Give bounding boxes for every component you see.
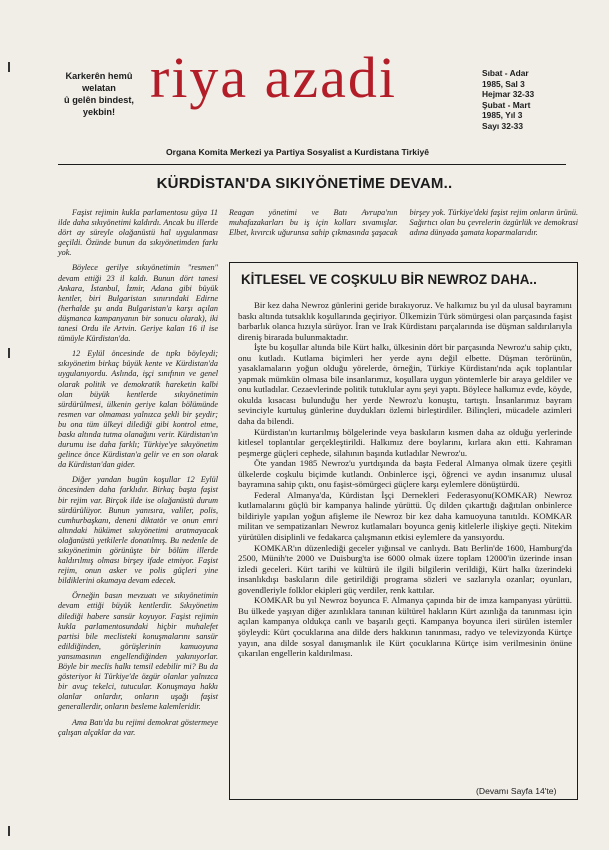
article-paragraph: 12 Eylül öncesinde de tıpkı böyleydi; sıkıyönetim birkaç büyük kente ve Kürdistan'da uygulanıyordu. Aslında, işçi sınıfının ve genel olarak politik ve demokratik hareketin kalbi olan büyük kentlerde sıkıyönetimin sürdürülmesi, ülkenin geriye kalan bölümünde resmen var olmaması yalnızca şekli bir şeydir; bu ona tüm ülkeyi dilediği gibi kontrol etme, baskı altında tutma olanağını verir. Kürdistan'ın durumu ise daha farklı; Türkiye'ye sıkıyönetim gelince önce Kürdistan'a gelir ve en son olarak da Kürdistan'dan gider.: [58, 349, 218, 470]
article-paragraph: Örneğin basın mevzuatı ve sıkıyönetimin devam ettiği büyük kentlerdir. Sıkıyönetim dilediği habere sansür koyuyor. Faşist rejimin kukla parlamentosundaki hiçbir muhalefet partisi bile meclisteki konuşmalarını sansür edildiğinden, görüşlerinin kamuoyuna yansımasının engellendiğinden yakınıyorlar. Böyle bir meclis halkı temsil edebilir mi? Bu da gösteriyor ki Türkiye'de özgür olanlar yalnızca bir avuç tekelci, tutucular. Konuşmaya hakkı olanlar onlardır, onların uşağı faşist generallerdir, onların besleme kalemleridir.: [58, 591, 218, 712]
issue-line: Hejmar 32-33: [482, 89, 535, 100]
box-paragraph: Bir kez daha Newroz günlerini geride bırakıyoruz. Ve halkımız bu yıl da ulusal bayramını baskı altında tutsaklık koşullarında geçiriyor. Ülkemizin Türk sömürgesi olan parçasında faşist barbarlık olanca hızıyla sürüyor. İran ve Irak Kürdistanı parçalarında ise düşman saldırılarıyla direniş birarada bulunmaktadır.: [238, 300, 572, 342]
article-paragraph: Reagan yönetimi ve Batı Avrupa'nın muhafazakarları bu iş için kolları sıvamışlar. Elbet, kıvırcık uğurunsa sahip çıkmasında şaşacak birşey yok. Türkiye'deki faşist rejim onların ürünü. Sağırtıcı olan bu çevrelerin özgürlük ve demokrasi adına dünyada şamata koparmalarıdır.: [229, 208, 578, 238]
newspaper-title: riya azadi: [150, 45, 398, 110]
slogan-line: welatan: [82, 83, 116, 93]
issue-info: [482, 68, 534, 132]
box-paragraph: KOMKAR'ın düzenlediği geceler yığınsal ve canlıydı. Batı Berlin'de 1600, Hamburg'da 2500, Münih'te 2000 ve Duisburg'ta ise 6000 olmak üzere toplam 12000'in üzerinde insan izledi geceleri. Kürt tarihi ve kültürü ile ilgili bilgilerin verildiği, Kürt halkı üzerindeki insanlıkdışı baskıların dile getirildiği programa sözleri ve sazlarıyla ozanlar; oyunları, govendleriyle folklor ekipleri güç verdiler, renk kattılar.: [238, 542, 572, 595]
punch-hole-mark: [8, 62, 10, 72]
box-paragraph: KOMKAR bu yıl Newroz boyunca F. Almanya çapında bir de imza kampanyası yürüttü. Bu ülkede yaşıyan diğer azınlıklara tanınan kültürel hakların Kürt azınlığa da tanınması için açılan kampanya oldukça canlı ve başarılı geçti. Kampanya boyunca ileri sürülen istemler şöyleydi: Kürt çocuklarına ana dilde ders hakkının tanınması, radyo ve televizyonda Kürtçe yayın, ana dilde sosyal danışmanlık ile Kürt çocuklarına Kürtçe isim verilmesinin önüne çıkarılan engellerin kaldırılması.: [238, 595, 572, 659]
article-paragraph: Böylece gerilye sıkıyönetimin "resmen" devam ettiği 23 il kaldı. Bunun dört tanesi Ankara, İstanbul, İzmir, Adana gibi büyük kentler, biri Bulgaristan sınırındaki Edirne (herhalde şu anda Bulgaristan'a karşı açılan düşmanca kampanyanın bir sonucu olarak), iki tanesi Ordu ile Artvin. Geriye kalan 16 il ise tümüyle Kürdistan'da.: [58, 263, 218, 344]
issue-line: 1985, Yıl 3: [482, 110, 523, 121]
punch-hole-mark: [8, 826, 10, 836]
punch-hole-mark: [8, 348, 10, 358]
issue-line: Şubat - Mart: [482, 99, 531, 110]
continued-note: (Devamı Sayfa 14'te): [476, 786, 557, 796]
box-paragraph: Federal Almanya'da, Kürdistan İşçi Dernekleri Federasyonu(KOMKAR) Newroz kutlamalarını güçlü bir kampanya halinde yürüttü. Üç dilden çıkarttığı dağıtılan onbinlerce bildiriyle yapılan yoğun afişleme ile Newroz bir kez daha kamuoyuna tanıtıldı. KOMKAR militan ve sempatizanları Newroz kutlamaları boyunca geniş kitlelerle ilişkiye geçti. Nitekim yürütülen disiplinli ve fedakarca çalışmanın etkisi eylemlere da yansıyordu.: [238, 489, 572, 543]
box-paragraph: Kürdistan'ın kurtarılmış bölgelerinde veya baskıların kısmen daha az olduğu yerlerinde kitlesel toplantılar gerçekleştirildi. Halkımız dere boylarını, kırlara akın etti. Kahraman peşmerge güçleri cephede, silahının başında kutladılar Newroz'u.: [238, 426, 572, 458]
article-headline: KÜRDİSTAN'DA SIKIYÖNETİME DEVAM..: [156, 175, 453, 192]
box-headline: KİTLESEL VE COŞKULU BİR NEWROZ DAHA..: [241, 272, 537, 287]
issue-line: 1985, Sal 3: [482, 78, 525, 89]
masthead-divider: [58, 164, 566, 165]
box-paragraph: Öte yandan 1985 Newroz'u yurtdışında da başta Federal Almanya olmak üzere çeşitli ülkelerde coşkulu biçimde kutlandı. Onbinlerce işçi, öğrenci ve aydın insanımız ulusal bayramına sahip çıktı, onu faşist-sömürgeci güçlere karşı eylemlere dönüştürdü.: [238, 458, 572, 490]
newspaper-subtitle: Organa Komita Merkezi ya Partiya Sosyalist a Kurdistana Tirkiyê: [166, 147, 430, 157]
slogan-line: yekbin!: [82, 107, 116, 117]
article-paragraph: Diğer yandan bugün koşullar 12 Eylül öncesinden daha farklıdır. Birkaç başta faşist bir rejim var. Birçok ilde ise olağanüstü durum sürdürülüyor. Bunun yanısıra, valiler, polis, cumhurbaşkanı, deneni diktatör ve onun emri altındaki hükümet sıkıyönetimi aratmayacak olağanüstü yetkilerle donatılmış. Bu nedenle de sıkıyönetimin görünüşte bir bölüm illerde kaldırılmış olması birşey ifade etmiyor. Faşist rejim, onun asker ve polis güçleri yine bildiklerini okumaya devam edecek.: [58, 475, 218, 586]
article-paragraph: Faşist rejimin kukla parlamentosu güya 11 ilde daha sıkıyönetimi kaldırdı. Ancak bu illerde dört ay süreyle olağanüstü hal uygulanması geçildi. Özünde bunun da sıkıyönetimden farkı yok.: [58, 208, 218, 258]
slogan-line: û gelên bindest,: [64, 95, 134, 105]
masthead-slogan: [56, 70, 142, 118]
issue-line: Sayı 32-33: [482, 120, 523, 131]
article-paragraph: Ama Batı'da bu rejimi demokrat göstermeye çalışan alçaklar da var.: [58, 717, 218, 737]
slogan-line: Karkerên hemû: [65, 71, 133, 81]
box-paragraph: İşte bu koşullar altında bile Kürt halkı, ülkesinin dört bir parçasında Newroz'u sahip çıktı, onu kutladı. Kutlama biçimleri her yerde aynı değil elbette. Düşman terörünün, yasaklamaların yoğun olduğu yörelerde, örneğin, Türkiye Kürdistanı'nda açık toplantılar yapmak mümkün olmasa bile insanlarımız, koşullara uygun yöntemlerle bir araya geldiler ve onu kutladılar. Cezaevlerinde politik tutuklular aynı şeyi yaptı. Böylece halkımız evde, köyde, okulda kısacası bulunduğu her yerde Newroz'u konuştu, tartıştı. İnsanlarımız bayram sevinciyle kurtuluş günlerine duydukları özlemi birleştirdiler. Bilinçleri, mücadele azimleri daha da bilendi.: [238, 342, 572, 427]
box-article-body: [238, 300, 572, 659]
issue-line: Sıbat - Adar: [482, 68, 529, 78]
article-column-left: [58, 208, 218, 743]
article-column-right: [229, 208, 578, 241]
